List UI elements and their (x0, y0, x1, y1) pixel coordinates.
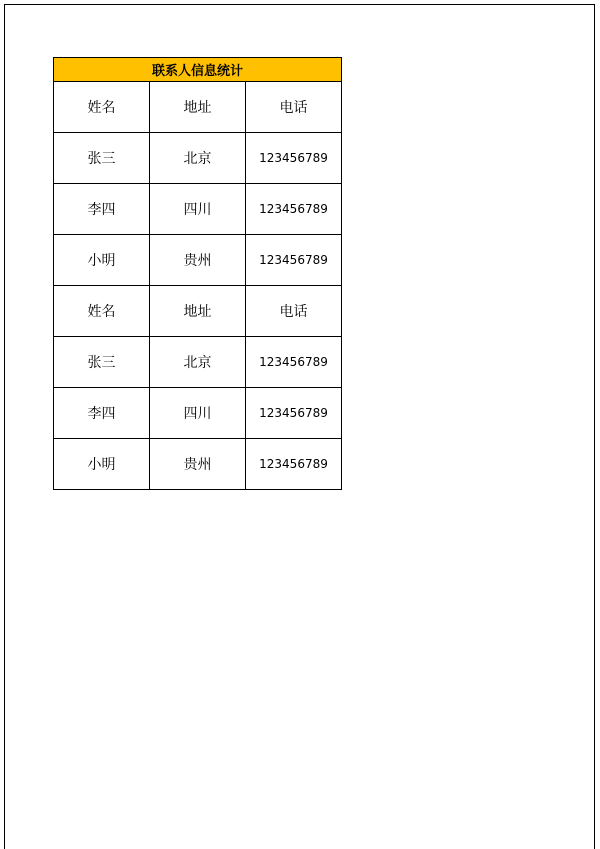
cell-name: 李四 (54, 184, 150, 235)
contact-info-table (53, 57, 342, 490)
cell-name: 李四 (54, 388, 150, 439)
table-row (54, 286, 342, 337)
cell-phone: 123456789 (246, 235, 342, 286)
table-row (54, 133, 342, 184)
cell-phone: 123456789 (246, 337, 342, 388)
table-title: 联系人信息统计 (54, 58, 342, 82)
cell-address: 贵州 (150, 439, 246, 490)
cell-phone: 123456789 (246, 184, 342, 235)
cell-name: 张三 (54, 337, 150, 388)
cell-phone: 电话 (246, 82, 342, 133)
cell-address: 四川 (150, 388, 246, 439)
table-title-row (54, 58, 342, 82)
cell-address: 四川 (150, 184, 246, 235)
table-row (54, 82, 342, 133)
table-row (54, 439, 342, 490)
document-page (4, 4, 595, 849)
cell-phone: 电话 (246, 286, 342, 337)
table-row (54, 235, 342, 286)
cell-phone: 123456789 (246, 439, 342, 490)
cell-name: 张三 (54, 133, 150, 184)
cell-address: 北京 (150, 133, 246, 184)
cell-address: 地址 (150, 286, 246, 337)
table-row (54, 184, 342, 235)
cell-address: 北京 (150, 337, 246, 388)
cell-name: 姓名 (54, 286, 150, 337)
cell-phone: 123456789 (246, 133, 342, 184)
cell-address: 贵州 (150, 235, 246, 286)
cell-name: 姓名 (54, 82, 150, 133)
table-row (54, 337, 342, 388)
cell-name: 小明 (54, 235, 150, 286)
cell-phone: 123456789 (246, 388, 342, 439)
cell-name: 小明 (54, 439, 150, 490)
table-row (54, 388, 342, 439)
cell-address: 地址 (150, 82, 246, 133)
